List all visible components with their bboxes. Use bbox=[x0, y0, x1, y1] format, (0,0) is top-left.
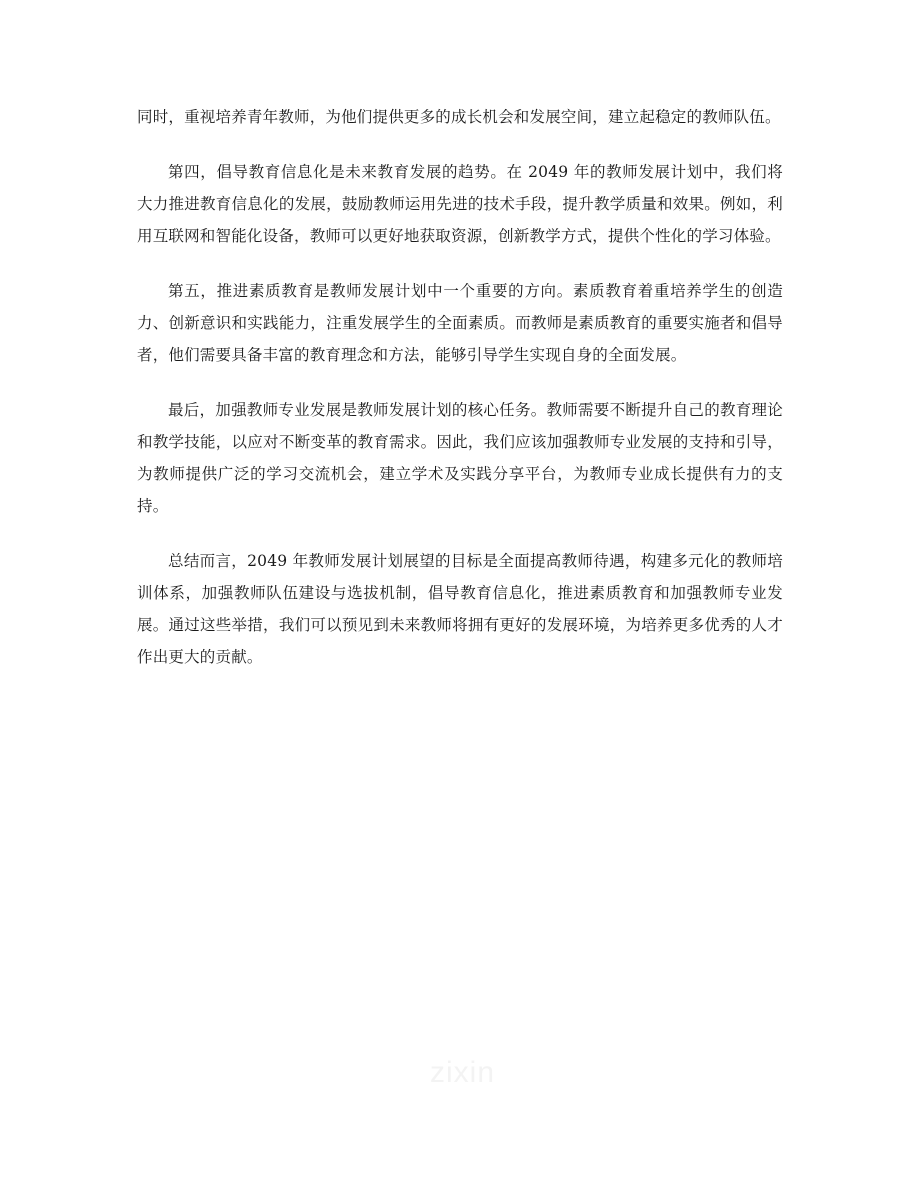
document-body bbox=[137, 101, 783, 696]
paragraph-professional-development: 最后，加强教师专业发展是教师发展计划的核心任务。教师需要不断提升自己的教育理论和教学技能，以应对不断变革的教育需求。因此，我们应该加强教师专业发展的支持和引导，为教师提供广泛的学习交流机会，建立学术及实践分享平台，为教师专业成长提供有力的支持。 bbox=[137, 401, 783, 515]
paragraph-quality-education: 第五，推进素质教育是教师发展计划中一个重要的方向。素质教育着重培养学生的创造力、创新意识和实践能力，注重发展学生的全面素质。而教师是素质教育的重要实施者和倡导者，他们需要具备丰富的教育理念和方法，能够引导学生实现自身的全面发展。 bbox=[137, 282, 783, 364]
paragraph-continuation: 同时，重视培养青年教师，为他们提供更多的成长机会和发展空间，建立起稳定的教师队伍。 bbox=[137, 108, 781, 126]
paragraph-education-informatization: 第四，倡导教育信息化是未来教育发展的趋势。在 2049 年的教师发展计划中，我们将大力推进教育信息化的发展，鼓励教师运用先进的技术手段，提升教学质量和效果。例如，利用互联网和智能化设备，教师可以更好地获取资源，创新教学方式，提供个性化的学习体验。 bbox=[137, 163, 783, 245]
watermark-text: zixin bbox=[430, 1056, 496, 1089]
paragraph-conclusion: 总结而言，2049 年教师发展计划展望的目标是全面提高教师待遇，构建多元化的教师培训体系，加强教师队伍建设与选拔机制，倡导教育信息化，推进素质教育和加强教师专业发展。通过这些举措，我们可以预见到未来教师将拥有更好的发展环境，为培养更多优秀的人才作出更大的贡献。 bbox=[137, 552, 783, 666]
